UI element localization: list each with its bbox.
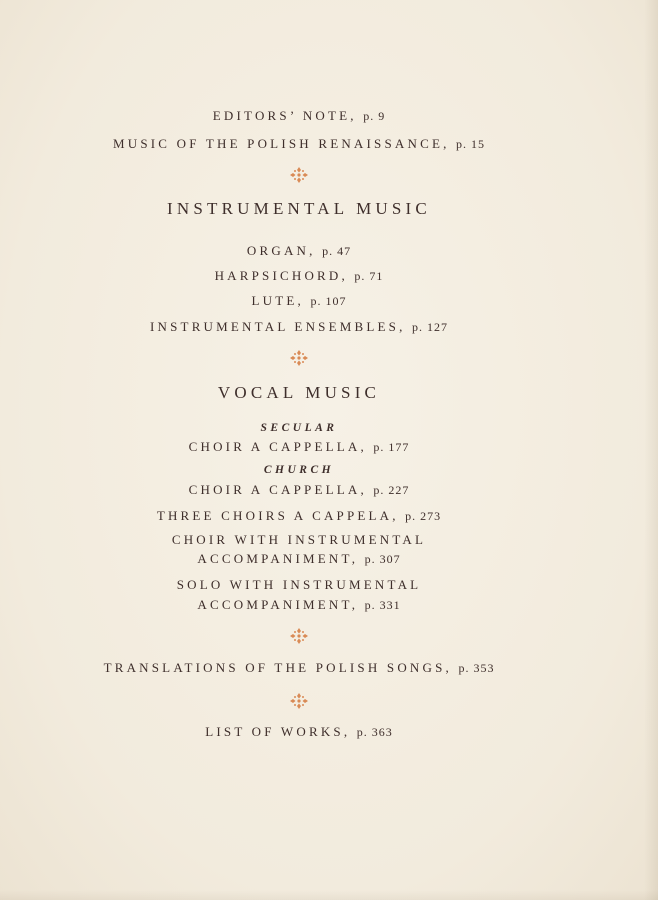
entry-title: ORGAN, — [246, 243, 316, 258]
entry-page: p. 353 — [458, 661, 495, 675]
toc-entry-solo-instrumental-cont[interactable] — [0, 597, 598, 613]
section-heading-instrumental: INSTRUMENTAL MUSIC — [167, 199, 431, 218]
entry-page: p. 307 — [364, 552, 401, 566]
fleuron-ornament-icon — [289, 627, 309, 645]
entry-title-line1: SOLO WITH INSTRUMENTAL — [176, 577, 422, 592]
page-edge-shadow — [644, 0, 658, 900]
toc-entry-lute[interactable] — [0, 293, 598, 309]
fleuron-ornament-icon — [289, 166, 309, 184]
fleuron-ornament-icon — [289, 349, 309, 367]
entry-page: p. 273 — [405, 509, 442, 523]
page-bottom-shadow — [0, 890, 658, 900]
toc-entry-editors-note[interactable] — [0, 108, 598, 124]
toc-entry-organ[interactable] — [0, 243, 598, 259]
entry-title: TRANSLATIONS OF THE POLISH SONGS, — [103, 660, 452, 675]
entry-page: p. 47 — [322, 244, 352, 258]
toc-entry-harpsichord[interactable] — [0, 268, 598, 284]
toc-entry-solo-instrumental[interactable] — [0, 577, 598, 593]
toc-entry-secular-choir[interactable] — [0, 439, 598, 455]
entry-title: CHOIR A CAPPELLA, — [188, 439, 367, 454]
subheading-secular: SECULAR — [260, 422, 338, 434]
section-heading-vocal: VOCAL MUSIC — [217, 383, 381, 402]
toc-entry-list-of-works[interactable] — [0, 724, 598, 740]
entry-title: CHOIR A CAPPELLA, — [188, 482, 367, 497]
entry-page: p. 127 — [411, 320, 448, 334]
toc-entry-church-choir[interactable] — [0, 482, 598, 498]
entry-page: p. 331 — [364, 598, 401, 612]
entry-title-line1: CHOIR WITH INSTRUMENTAL — [171, 532, 427, 547]
fleuron-ornament-icon — [289, 692, 309, 710]
entry-title: MUSIC OF THE POLISH RENAISSANCE, — [112, 136, 450, 151]
entry-page: p. 15 — [456, 137, 485, 151]
entry-page: p. 227 — [373, 483, 410, 497]
toc-entry-three-choirs[interactable] — [0, 508, 598, 524]
toc-entry-choir-instrumental-cont[interactable] — [0, 551, 598, 567]
toc-entry-choir-instrumental[interactable] — [0, 532, 598, 548]
entry-title: LIST OF WORKS, — [205, 724, 351, 739]
toc-entry-ensembles[interactable] — [0, 319, 598, 335]
entry-title: ACCOMPANIMENT, — [197, 551, 359, 566]
entry-page: p. 9 — [363, 109, 386, 123]
entry-title: THREE CHOIRS A CAPPELA, — [156, 508, 399, 523]
entry-title: INSTRUMENTAL ENSEMBLES, — [150, 319, 406, 334]
toc-entry-renaissance[interactable] — [0, 136, 598, 152]
entry-page: p. 107 — [310, 294, 347, 308]
entry-page: p. 363 — [356, 725, 393, 739]
entry-title: HARPSICHORD, — [214, 268, 348, 283]
entry-title: EDITORS’ NOTE, — [212, 108, 357, 123]
toc-entry-translations[interactable] — [0, 660, 598, 676]
entry-title: ACCOMPANIMENT, — [197, 597, 359, 612]
subheading-church: CHURCH — [263, 464, 335, 476]
entry-page: p. 177 — [373, 440, 410, 454]
entry-title: LUTE, — [251, 293, 304, 308]
entry-page: p. 71 — [354, 269, 384, 283]
